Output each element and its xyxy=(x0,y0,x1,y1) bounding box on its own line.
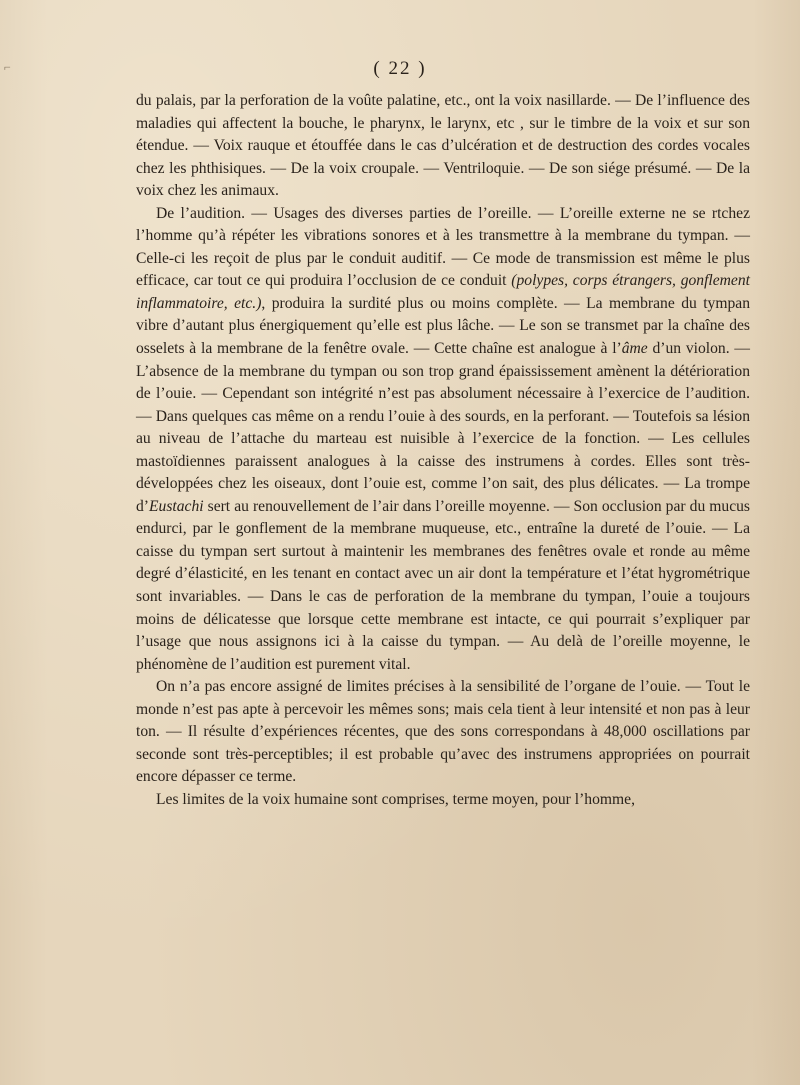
text-run: du palais, par la perforation de la voûte palatine, etc., ont la voix nasillarde. — De l’influence des maladies qui affectent la bouche, le pharynx, le larynx, etc , sur le timbre de la voix et sur son étendue. — Voix rauque et étouffée dans le cas d’ulcération et de destruction des cordes vocales chez les phthisiques. — De la voix croupale. — Ventriloquie. — De son siége présumé. — De la voix chez les animaux. xyxy=(136,92,750,200)
body-text xyxy=(136,90,750,812)
paragraph-voice-limits xyxy=(136,789,750,812)
text-run: , produira la surdité plus ou moins complète. — La membrane du tympan vibre d’autant plus énergiquement qu’elle est plus lâche. — Le son se transmet par la chaîne des osselets à la membrane de la fenêtre ovale. — Cette chaîne est analogue à l’ xyxy=(136,294,750,358)
text-run: De l’audition. — Usages des diverses parties de l’oreille. — L’oreille externe ne se rtchez l’homme qu’à répéter les vibrations sonores et à les transmettre à la membrane du tympan. — Celle-ci les reçoit de plus par le conduit auditif. — Ce mode de transmission est même le plus efficace, car tout ce qui produira l’occlusion de ce conduit xyxy=(136,204,750,290)
margin-mark: ⌐ xyxy=(4,60,11,74)
paragraph-hearing-limits xyxy=(136,676,750,789)
text-run: d’un violon. — L’absence de la membrane du tympan ou son trop grand épaississement amènent la détérioration de l’ouie. — Cependant son intégrité n’est pas absolument nécessaire à l’exercice de l’audition. — Dans quelques cas même on a rendu l’ouie à des sourds, en la perforant. — Toutefois sa lésion au niveau de l’attache du marteau est nuisible à l’exercice de la fonction. — Les cellules mastoïdiennes paraissent analogues à la caisse des instrumens à cordes. Elles sont très-développées chez les oiseaux, dont l’ouie est, comme l’on sait, des plus délicates. — La trompe d’ xyxy=(136,340,751,515)
page-number: ( 22 ) xyxy=(373,58,427,79)
italic-text-run: âme xyxy=(621,340,648,358)
text-run: Les limites de la voix humaine sont comprises, terme moyen, pour l’homme, xyxy=(156,790,635,808)
paragraph-voice-diseases xyxy=(136,90,750,203)
italic-text-run: Eustachi xyxy=(149,497,204,515)
text-run: sert au renouvellement de l’air dans l’oreille moyenne. — Son occlusion par du mucus endurci, par le gonflement de la membrane muqueuse, etc., entraîne la dureté de l’ouie. — La caisse du tympan sert surtout à maintenir les membranes des fenêtres ovale et ronde au même degré d’élasticité, en les tenant en contact avec un air dont la température et l’état hygrométrique sont invariables. — Dans le cas de perforation de la membrane du tympan, l’ouie a toujours moins de délicatesse que lorsque cette membrane est intacte, ce qui pourrait s’expliquer par l’usage que nous assignons ici à la caisse du tympan. — Au delà de l’oreille moyenne, le phénomène de l’audition est purement vital. xyxy=(136,497,750,673)
text-run: On n’a pas encore assigné de limites précises à la sensibilité de l’organe de l’ouie. — Tout le monde n’est pas apte à percevoir les mêmes sons; mais cela tient à leur intensité et non pas à leur ton. — Il résulte d’expériences récentes, que des sons correspondans à 48,000 oscillations par seconde sont très-perceptibles; il est probable qu’avec des instrumens appropriées on pourrait encore dépasser ce terme. xyxy=(136,678,750,786)
italic-text-run: (polypes, corps étrangers, gonflement inflammatoire, etc.) xyxy=(136,272,750,312)
paragraph-audition xyxy=(136,203,750,676)
